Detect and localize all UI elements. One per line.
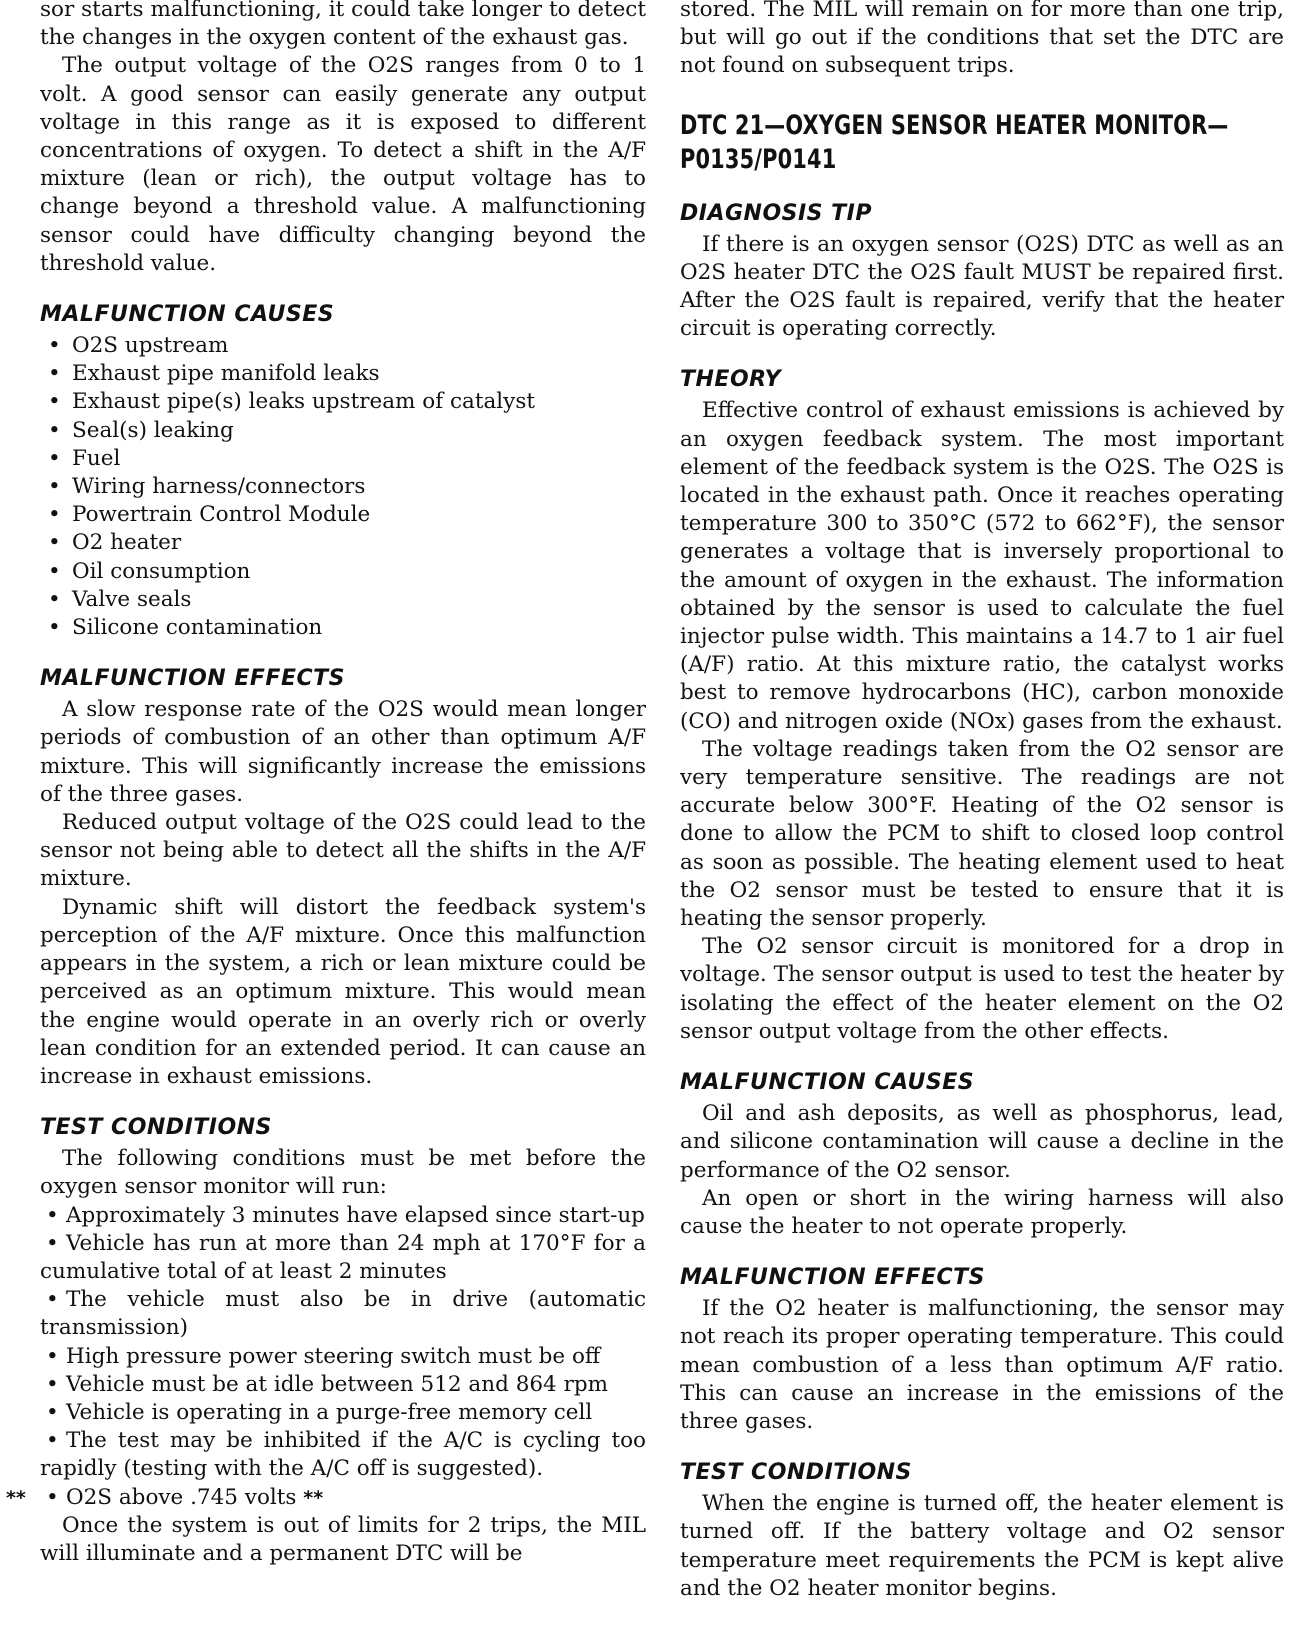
list-item: • Vehicle must be at idle between 512 and 864 rpm <box>46 1371 608 1397</box>
list-item: • Seal(s) leaking <box>48 417 646 445</box>
causes-paragraph: Oil and ash deposits, as well as phosphorus, lead, and silicone contamination will cause a decline in the performance of the O2 sensor. <box>680 1101 1284 1183</box>
malfunction-causes-heading: MALFUNCTION CAUSES <box>680 1070 975 1096</box>
test-intro-text: The following conditions must be met before the oxygen sensor monitor will run: <box>40 1146 646 1200</box>
list-item: • Vehicle is operating in a purge-free memory cell <box>46 1399 593 1425</box>
test-conditions-heading: TEST CONDITIONS <box>40 1115 272 1141</box>
list-item: • Exhaust pipe(s) leaks upstream of catalyst <box>48 388 646 416</box>
theory-paragraph: Effective control of exhaust emissions is achieved by an oxygen feedback system. The most important element of the feedback system is the O2S. The O2S is located in the exhaust path. Once it reaches operating temperature 300 to 350°C (572 to 662°F), the sensor generates a voltage that is inversely proportional to the amount of oxygen in the exhaust. The information obtained by the sensor is used to calculate the fuel injector pulse width. This maintains a 14.7 to 1 air fuel (A/F) ratio. At this mixture ratio, the catalyst works best to remove hydrocarbons (HC), carbon monoxide (CO) and nitrogen oxide (NOx) gases from the exhaust. <box>680 398 1284 734</box>
malfunction-effects-heading: MALFUNCTION EFFECTS <box>40 666 345 692</box>
list-item: • Approximately 3 minutes have elapsed since start-up <box>46 1202 645 1228</box>
revision-mark-right: ** <box>303 1486 324 1509</box>
list-item: • Exhaust pipe manifold leaks <box>48 360 646 388</box>
list-item: • High pressure power steering switch must be off <box>46 1343 601 1369</box>
continued-text: stored. The MIL will remain on for more than one trip, but will go out if the conditions that set the DTC are not found on subsequent trips. <box>680 0 1284 79</box>
theory-paragraph: The voltage readings taken from the O2 sensor are very temperature sensitive. The readings are not accurate below 300°F. Heating of the O2 sensor is done to allow the PCM to shift to closed loop control as soon as possible. The heating element used to heat the O2 sensor must be tested to ensure that it is heating the sensor properly. <box>680 736 1284 932</box>
list-item: • Vehicle has run at more than 24 mph at 170°F for a cumulative total of at least 2 minutes <box>40 1230 646 1284</box>
effects-paragraph: If the O2 heater is malfunctioning, the sensor may not reach its proper operating temperature. This could mean combustion of a less than optimum A/F ratio. This can cause an increase in the emissions of the three gases. <box>680 1296 1284 1434</box>
list-item: • O2S upstream <box>48 332 646 360</box>
intro-paragraph: The output voltage of the O2S ranges from 0 to 1 volt. A good sensor can easily generate any output voltage in this range as it is exposed to different concentrations of oxygen. To detect a shift in the A/F mixture (lean or rich), the output voltage has to change beyond a threshold value. A malfunctioning sensor could have difficulty changing beyond the threshold value. <box>40 53 646 276</box>
effects-paragraph: Reduced output voltage of the O2S could lead to the sensor not being able to detect all the shifts in the A/F mixture. <box>40 810 646 892</box>
list-item: • Fuel <box>48 445 646 473</box>
test-conditions-text: When the engine is turned off, the heater element is turned off. If the battery voltage and O2 sensor temperature meet requirements the PCM is kept alive and the O2 heater monitor begins. <box>680 1491 1284 1601</box>
effects-paragraph: A slow response rate of the O2S would mean longer periods of combustion of an other than optimum A/F mixture. This will significantly increase the emissions of the three gases. <box>40 697 646 807</box>
test-conditions-list <box>6 1202 646 1512</box>
diagnosis-tip-text: If there is an oxygen sensor (O2S) DTC as well as an O2S heater DTC the O2S fault MUST be repaired first. After the O2S fault is repaired, verify that the heater circuit is operating correctly. <box>680 231 1284 342</box>
list-item: • O2 heater <box>48 529 646 557</box>
list-item: • Oil consumption <box>48 558 646 586</box>
list-item-o2s: ** • O2S above .745 volts ** <box>40 1484 646 1512</box>
test-conditions-heading: TEST CONDITIONS <box>680 1460 912 1486</box>
theory-paragraph: The O2 sensor circuit is monitored for a drop in voltage. The sensor output is used to test the heater by isolating the effect of the heater element on the O2 sensor output voltage from the other effects. <box>680 934 1284 1044</box>
intro-continued-text: sor starts malfunctioning, it could take longer to detect the changes in the oxygen content of the exhaust gas. <box>40 0 646 51</box>
causes-paragraph: An open or short in the wiring harness will also cause the heater to not operate properly. <box>680 1185 1284 1239</box>
right-column <box>680 0 1284 1603</box>
list-item: • Wiring harness/connectors <box>48 473 646 501</box>
revision-mark-left: ** <box>6 1486 26 1509</box>
diagnosis-tip-heading: DIAGNOSIS TIP <box>680 200 872 226</box>
left-column <box>6 0 646 1568</box>
closing-text: Once the system is out of limits for 2 trips, the MIL will illuminate and a permanent DTC will be <box>40 1512 646 1566</box>
malfunction-causes-list <box>40 332 646 642</box>
list-item: • The vehicle must also be in drive (automatic transmission) <box>40 1287 646 1341</box>
list-item: • Valve seals <box>48 586 646 614</box>
list-item: • Silicone contamination <box>48 614 646 642</box>
malfunction-causes-heading: MALFUNCTION CAUSES <box>40 302 335 328</box>
effects-paragraph: Dynamic shift will distort the feedback system's perception of the A/F mixture. Once this malfunction appears in the system, a rich or lean mixture could be perceived as an optimum mixture. This would mean the engine would operate in an overly rich or overly lean condition for an extended period. It can cause an increase in exhaust emissions. <box>40 894 646 1089</box>
theory-heading: THEORY <box>680 367 782 393</box>
list-item: • The test may be inhibited if the A/C is cycling too rapidly (testing with the A/C off is suggested). <box>40 1428 646 1482</box>
malfunction-effects-heading: MALFUNCTION EFFECTS <box>680 1265 985 1291</box>
list-item: • Powertrain Control Module <box>48 501 646 529</box>
o2s-item-text: O2S above .745 volts <box>66 1484 297 1510</box>
section-title: DTC 21—OXYGEN SENSOR HEATER MONITOR—P0135/P0141 <box>680 109 1229 175</box>
